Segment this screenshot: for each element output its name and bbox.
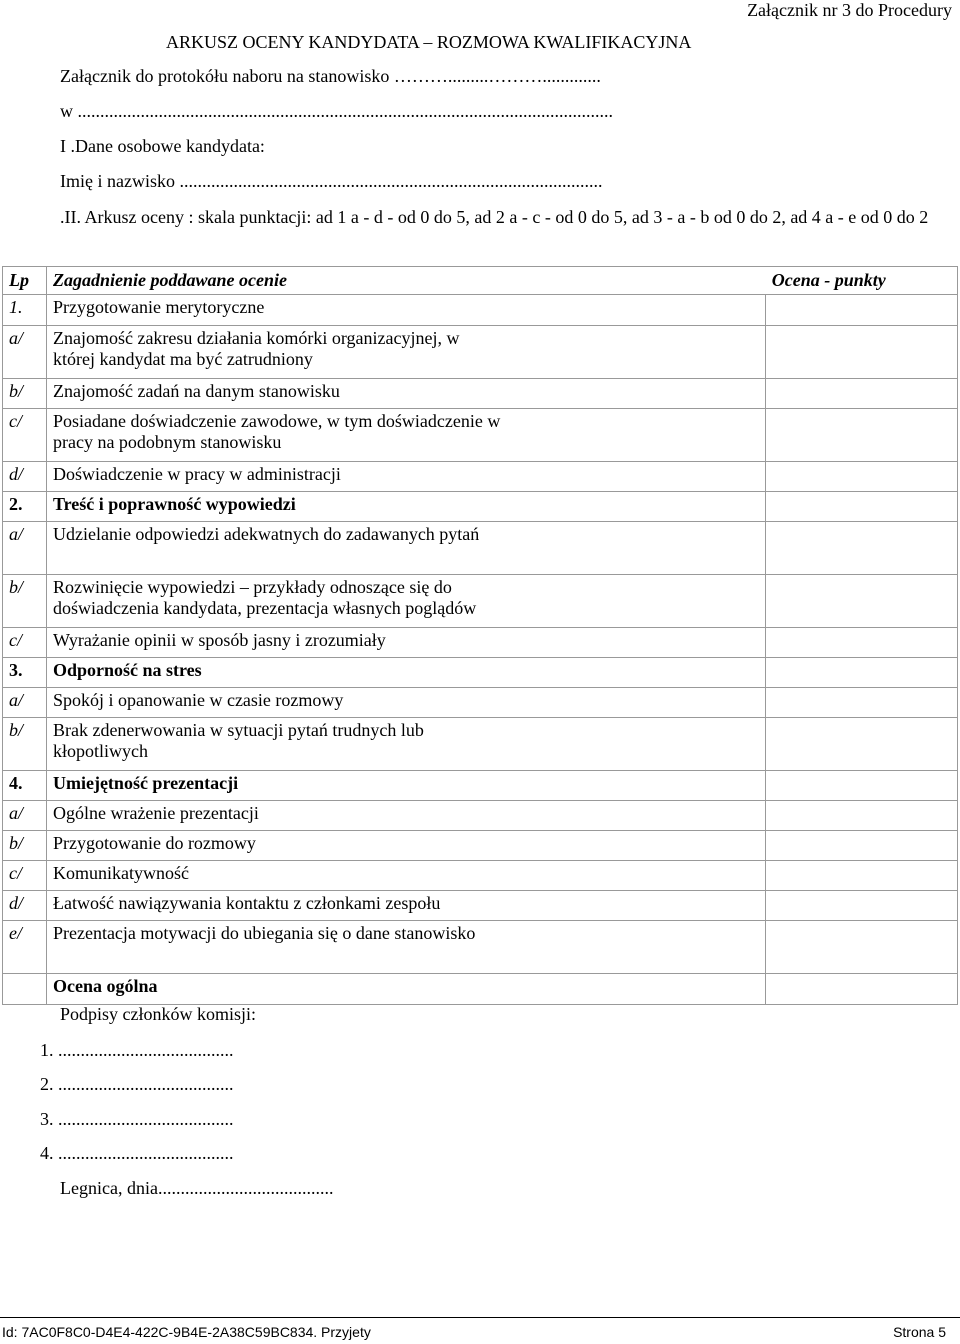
- row-number: a/: [9, 328, 24, 348]
- criterion-text: Ogólne wrażenie prezentacji: [52, 803, 259, 823]
- score-cell[interactable]: [766, 628, 958, 658]
- score-cell[interactable]: [766, 658, 958, 688]
- score-header: Ocena - punkty: [771, 270, 886, 290]
- signature-line: 4. .......................................: [40, 1143, 234, 1163]
- signatures-heading: Podpisy członków komisji:: [60, 1004, 257, 1024]
- document-title: ARKUSZ OCENY KANDYDATA – ROZMOWA KWALIFIKACYJNA: [166, 32, 692, 52]
- row-number: d/: [9, 464, 24, 484]
- score-cell[interactable]: [766, 409, 958, 462]
- annex-label: Załącznik nr 3 do Procedury: [747, 0, 952, 20]
- location-line: w .......................................................................................................................: [60, 101, 613, 121]
- score-cell[interactable]: [766, 861, 958, 891]
- score-cell[interactable]: [766, 831, 958, 861]
- row-number: a/: [9, 524, 24, 544]
- score-cell[interactable]: [766, 575, 958, 628]
- table-row: [3, 718, 958, 771]
- criterion-text: Doświadczenie w pracy w administracji: [52, 464, 341, 484]
- score-cell[interactable]: [766, 295, 958, 326]
- score-cell[interactable]: [766, 891, 958, 921]
- total-row: [3, 974, 958, 1005]
- section-title: Umiejętność prezentacji: [52, 773, 239, 793]
- section-row: [3, 492, 958, 522]
- row-number: 3.: [9, 660, 23, 680]
- row-number: a/: [9, 690, 24, 710]
- table-row: [3, 326, 958, 379]
- table-row: [3, 688, 958, 718]
- score-cell[interactable]: [766, 522, 958, 575]
- criterion-text: Prezentacja motywacji do ubiegania się o dane stanowisko: [52, 923, 476, 943]
- table-row: [3, 831, 958, 861]
- section-title: Przygotowanie merytoryczne: [52, 297, 265, 317]
- row-number: 4.: [9, 773, 23, 793]
- topic-header: Zagadnienie poddawane ocenie: [52, 270, 287, 290]
- total-label: Ocena ogólna: [52, 976, 158, 996]
- score-cell[interactable]: [766, 492, 958, 522]
- score-cell[interactable]: [766, 801, 958, 831]
- row-number: b/: [9, 577, 24, 597]
- scoring-scale-text: .II. Arkusz oceny : skala punktacji: ad 1 a - d - od 0 do 5, ad 2 a - c - od 0 do 5, ad 3 - a - b od 0 do 2, ad 4 a - e od 0 do 2: [60, 207, 929, 227]
- score-cell[interactable]: [766, 379, 958, 409]
- signature-line: 3. .......................................: [40, 1109, 234, 1129]
- criterion-text: Brak zdenerwowania w sytuacji pytań trudnych lub kłopotliwych: [52, 720, 424, 761]
- table-row: [3, 522, 958, 575]
- criterion-text: Posiadane doświadczenie zawodowe, w tym doświadczenie w pracy na podobnym stanowisku: [52, 411, 501, 452]
- table-header-row: [3, 267, 958, 295]
- row-number: a/: [9, 803, 24, 823]
- table-row: [3, 861, 958, 891]
- row-number: b/: [9, 381, 24, 401]
- section-title: Treść i poprawność wypowiedzi: [52, 494, 296, 514]
- score-cell[interactable]: [766, 974, 958, 1005]
- score-cell[interactable]: [766, 718, 958, 771]
- row-number: [3, 974, 46, 979]
- section-row: [3, 658, 958, 688]
- table-row: [3, 409, 958, 462]
- row-number: b/: [9, 720, 24, 740]
- place-date-line: Legnica, dnia.......................................: [60, 1178, 334, 1198]
- signature-line: 2. .......................................: [40, 1074, 234, 1094]
- criterion-text: Przygotowanie do rozmowy: [52, 833, 256, 853]
- row-number: b/: [9, 833, 24, 853]
- footer-rule: [0, 1317, 960, 1318]
- footer-page-number: Strona 5: [893, 1324, 946, 1340]
- criterion-text: Łatwość nawiązywania kontaktu z członkami zespołu: [52, 893, 441, 913]
- score-cell[interactable]: [766, 326, 958, 379]
- table-row: [3, 575, 958, 628]
- score-cell[interactable]: [766, 688, 958, 718]
- section-title: Odporność na stres: [52, 660, 202, 680]
- row-number: c/: [9, 630, 22, 650]
- section-row: [3, 771, 958, 801]
- table-row: [3, 462, 958, 492]
- score-cell[interactable]: [766, 771, 958, 801]
- row-number: e/: [9, 923, 22, 943]
- table-row: [3, 891, 958, 921]
- criterion-text: Znajomość zadań na danym stanowisku: [52, 381, 340, 401]
- criterion-text: Udzielanie odpowiedzi adekwatnych do zadawanych pytań: [52, 524, 480, 544]
- score-cell[interactable]: [766, 921, 958, 974]
- criterion-text: Spokój i opanowanie w czasie rozmowy: [52, 690, 344, 710]
- row-number: 2.: [9, 494, 23, 514]
- evaluation-table: [2, 266, 958, 1005]
- table-row: [3, 921, 958, 974]
- lp-header: Lp: [9, 270, 29, 290]
- criterion-text: Znajomość zakresu działania komórki organizacyjnej, w której kandydat ma być zatrudniony: [52, 328, 460, 369]
- section-row: [3, 295, 958, 326]
- table-row: [3, 801, 958, 831]
- personal-data-heading: I .Dane osobowe kandydata:: [60, 136, 265, 156]
- footer-document-id: Id: 7AC0F8C0-D4E4-422C-9B4E-2A38C59BC834. Przyjety: [2, 1324, 371, 1340]
- row-number: d/: [9, 893, 24, 913]
- row-number: 1.: [9, 297, 23, 317]
- score-cell[interactable]: [766, 462, 958, 492]
- criterion-text: Komunikatywność: [52, 863, 189, 883]
- table-row: [3, 628, 958, 658]
- row-number: c/: [9, 863, 22, 883]
- name-line: Imię i nazwisko ..............................................................................................: [60, 171, 603, 191]
- row-number: c/: [9, 411, 22, 431]
- signature-line: 1. .......................................: [40, 1040, 234, 1060]
- criterion-text: Wyrażanie opinii w sposób jasny i zrozumiały: [52, 630, 386, 650]
- criterion-text: Rozwinięcie wypowiedzi – przykłady odnoszące się do doświadczenia kandydata, prezentacja własnych poglądów: [52, 577, 477, 618]
- appendix-line: Załącznik do protokółu naboru na stanowisko ……….........……….............: [60, 66, 601, 86]
- table-row: [3, 379, 958, 409]
